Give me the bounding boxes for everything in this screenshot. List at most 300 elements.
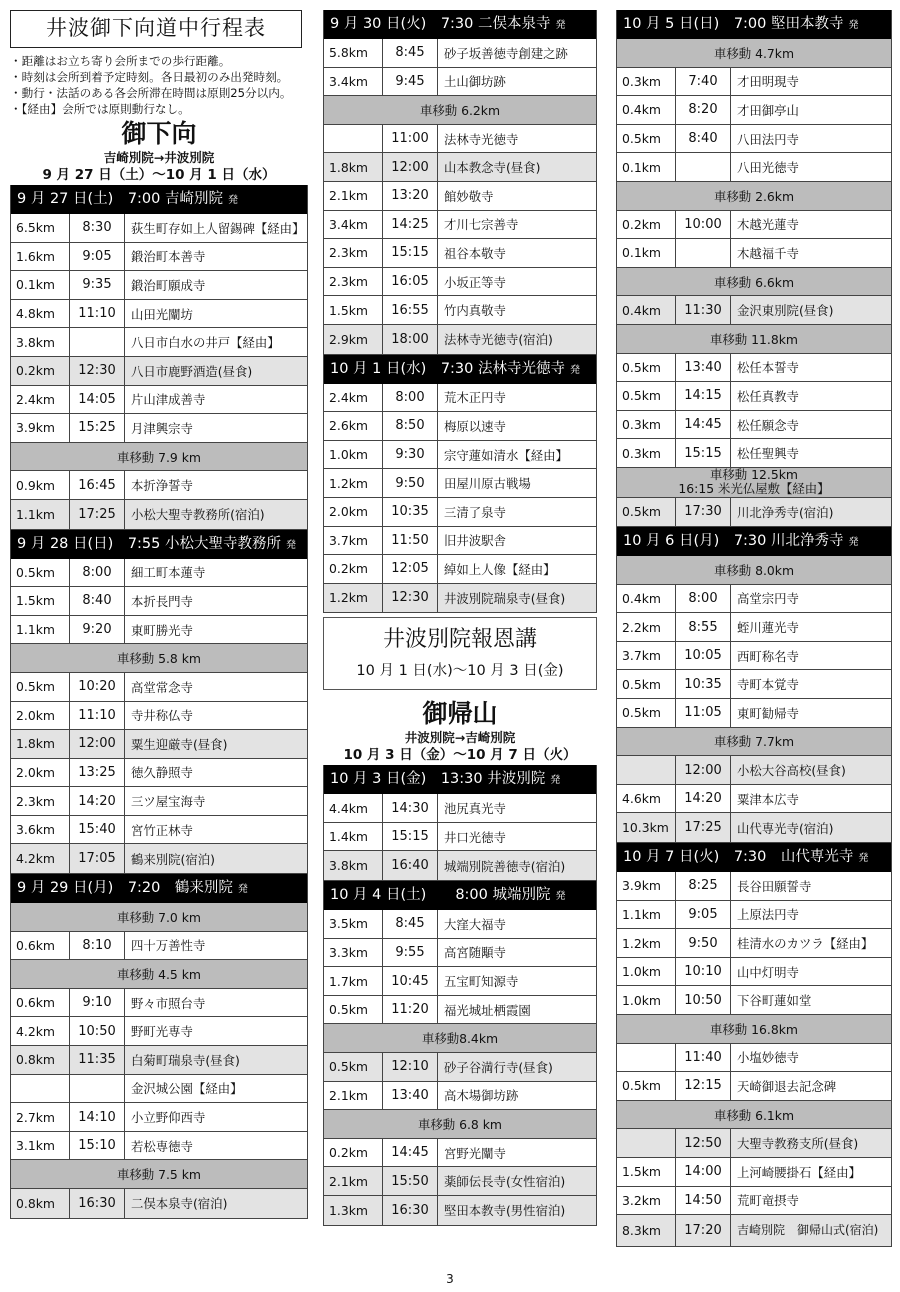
- place-cell: 東町勧帰寺: [737, 705, 799, 721]
- schedule-row: [617, 1044, 891, 1073]
- place-cell: 池尻真光寺: [444, 801, 506, 817]
- schedule-row: [324, 939, 596, 968]
- distance-cell: 0.2km: [11, 357, 70, 385]
- day-header-text: 10 月 6 日(月) 7:30 川北浄秀寺: [623, 533, 844, 550]
- distance-cell: 1.2km: [324, 469, 383, 497]
- gekou-route: 吉崎別院→井波別院: [103, 150, 215, 165]
- place-cell: 若松専徳寺: [131, 1138, 193, 1154]
- distance-cell: 3.5km: [324, 910, 383, 938]
- schedule-row: [11, 1132, 307, 1161]
- day-header-text: 9 月 27 日(土) 7:00 吉崎別院: [17, 191, 223, 207]
- distance-cell: 0.4km: [617, 585, 676, 613]
- place-cell: 長谷田願誓寺: [737, 878, 812, 894]
- schedule-row: [324, 498, 596, 527]
- schedule-row: [617, 153, 891, 182]
- time-cell: 11:05: [676, 699, 731, 727]
- distance-cell: [617, 1129, 676, 1157]
- departure-mark: 発: [228, 195, 238, 206]
- distance-cell: 0.5km: [324, 1053, 383, 1081]
- schedule-row: [324, 555, 596, 584]
- time-cell: 14:20: [676, 785, 731, 813]
- schedule-row: [11, 300, 307, 329]
- time-cell: 15:50: [383, 1167, 438, 1195]
- distance-cell: 2.6km: [324, 412, 383, 440]
- distance-cell: 4.8km: [11, 300, 70, 328]
- distance-cell: 0.8km: [11, 1189, 70, 1218]
- place-cell: 高堂宗円寺: [737, 591, 799, 607]
- distance-cell: 0.6km: [11, 932, 70, 960]
- time-cell: 10:00: [676, 211, 731, 239]
- time-cell: 12:15: [676, 1072, 731, 1100]
- time-cell: [70, 328, 125, 356]
- place-cell: 二俣本泉寺(宿泊): [131, 1196, 228, 1212]
- schedule-row: [617, 986, 891, 1015]
- distance-cell: 1.5km: [617, 1158, 676, 1186]
- departure-mark: 発: [237, 884, 248, 896]
- distance-cell: 4.2km: [11, 844, 70, 873]
- distance-cell: 2.2km: [617, 613, 676, 641]
- day-header-text: 9 月 28 日(日) 7:55 小松大聖寺教務所: [17, 535, 281, 552]
- place-cell: 城端別院善徳寺(宿泊): [444, 858, 566, 874]
- place-cell: 法林寺光徳寺: [444, 131, 519, 147]
- distance-cell: 0.3km: [617, 439, 676, 467]
- place-cell: 月津興宗寺: [131, 420, 193, 436]
- gekou-title: 御下向: [121, 119, 197, 148]
- distance-cell: 1.8km: [324, 153, 383, 181]
- time-cell: 10:35: [383, 498, 438, 526]
- place-cell: 小立野仰西寺: [131, 1110, 206, 1126]
- car-transfer-row: [617, 325, 891, 354]
- distance-cell: 0.2km: [324, 555, 383, 583]
- distance-cell: 6.5km: [11, 214, 70, 242]
- time-cell: 8:55: [676, 613, 731, 641]
- schedule-row: [324, 1196, 596, 1225]
- distance-cell: [11, 1075, 70, 1103]
- time-cell: 14:10: [70, 1103, 125, 1131]
- distance-cell: 3.2km: [617, 1187, 676, 1215]
- car-transfer-label: 車移動 6.6km: [713, 274, 795, 290]
- place-cell: 小松大谷高校(昼食): [737, 763, 846, 779]
- place-cell: 砂子谷満行寺(昼食): [444, 1059, 553, 1075]
- departure-mark: 発: [848, 20, 859, 31]
- distance-cell: 0.5km: [617, 670, 676, 698]
- schedule-row: [617, 670, 891, 699]
- place-cell: 荒町竜摂寺: [737, 1193, 799, 1209]
- distance-cell: 0.5km: [11, 673, 70, 701]
- schedule-row: [617, 382, 891, 411]
- car-transfer-row: [11, 443, 307, 472]
- car-transfer-label: 車移動 5.8 km: [117, 651, 201, 667]
- day-header: [324, 765, 596, 794]
- schedule-row: [617, 901, 891, 930]
- schedule-row: [617, 756, 891, 785]
- schedule-row: [11, 1189, 307, 1218]
- schedule-row: [11, 759, 307, 788]
- schedule-row: [617, 1158, 891, 1187]
- time-cell: 10:20: [70, 673, 125, 701]
- departure-mark: 発: [550, 775, 561, 787]
- place-cell: 四十万善性寺: [131, 938, 206, 954]
- distance-cell: [617, 756, 676, 784]
- car-transfer-row: [617, 182, 891, 211]
- distance-cell: 1.5km: [11, 587, 70, 615]
- time-cell: 16:30: [70, 1189, 125, 1218]
- schedule-row: [324, 527, 596, 556]
- note-line: ・【経由】会所では原則動行なし。: [10, 102, 190, 116]
- schedule-row: [617, 585, 891, 614]
- time-cell: 9:50: [383, 469, 438, 497]
- distance-cell: 3.8km: [11, 328, 70, 356]
- place-cell: 高宮随顒寺: [444, 945, 506, 961]
- place-cell: 大聖寺教務支所(昼食): [737, 1136, 859, 1152]
- schedule-row: [324, 125, 596, 154]
- car-transfer-label: 車移動 7.0 km: [117, 909, 201, 925]
- place-cell: 宮野光闡寺: [444, 1145, 506, 1161]
- distance-cell: 2.7km: [11, 1103, 70, 1131]
- car-transfer-label: 車移動8.4km: [421, 1031, 499, 1047]
- car-transfer-label: 車移動 2.6km: [713, 188, 795, 204]
- place-cell: 小松大聖寺教務所(宿泊): [131, 507, 265, 523]
- car-transfer-row: [324, 1110, 596, 1139]
- distance-cell: 4.6km: [617, 785, 676, 813]
- time-cell: 11:10: [70, 300, 125, 328]
- distance-cell: 1.1km: [617, 901, 676, 929]
- car-transfer-row: [11, 1160, 307, 1189]
- distance-cell: 1.1km: [11, 616, 70, 644]
- place-cell: 鶴来別院(宿泊): [131, 851, 216, 867]
- schedule-row: [11, 271, 307, 300]
- column-2: [323, 10, 597, 1226]
- schedule-row: [324, 384, 596, 413]
- time-cell: 8:20: [676, 96, 731, 124]
- kizan-title: 御帰山: [422, 699, 498, 729]
- schedule-row: [11, 214, 307, 243]
- distance-cell: 1.7km: [324, 967, 383, 995]
- time-cell: 7:40: [676, 68, 731, 96]
- schedule-row: [617, 125, 891, 154]
- time-cell: 8:50: [383, 412, 438, 440]
- schedule-row: [11, 328, 307, 357]
- note-line: ・距離はお立ち寄り会所までの歩行距離。: [10, 54, 231, 68]
- schedule-row: [324, 211, 596, 240]
- place-cell: 徳久静照寺: [131, 765, 193, 781]
- place-cell: 下谷町蓮如堂: [737, 993, 812, 1009]
- schedule-row: [324, 412, 596, 441]
- time-cell: 11:50: [383, 527, 438, 555]
- page-number: 3: [446, 1272, 454, 1286]
- time-cell: 12:10: [383, 1053, 438, 1081]
- place-cell: 土山御坊跡: [444, 74, 506, 90]
- time-cell: 10:50: [70, 1017, 125, 1045]
- distance-cell: 2.3km: [324, 239, 383, 267]
- time-cell: 9:55: [383, 939, 438, 967]
- schedule-row: [617, 411, 891, 440]
- distance-cell: 2.3km: [324, 268, 383, 296]
- time-cell: 10:35: [676, 670, 731, 698]
- schedule-row: [324, 794, 596, 823]
- day-1001: [323, 355, 597, 614]
- car-transfer-label: 車移動 16.8km: [710, 1021, 798, 1037]
- time-cell: 17:25: [70, 500, 125, 529]
- place-cell: 山中灯明寺: [737, 964, 799, 980]
- day-header: [11, 530, 307, 559]
- time-cell: 9:35: [70, 271, 125, 299]
- car-transfer-label: 車移動 7.7km: [713, 734, 795, 750]
- place-cell: 片山津成善寺: [131, 392, 206, 408]
- car-transfer-row: [617, 728, 891, 757]
- day-header: [11, 185, 307, 214]
- place-cell: 野々市照台寺: [131, 995, 206, 1011]
- day-1007: [616, 843, 892, 1247]
- schedule-row: [617, 1129, 891, 1158]
- place-cell: 三清了泉寺: [444, 504, 506, 520]
- schedule-row: [11, 616, 307, 645]
- day-0929: [10, 874, 308, 1219]
- note-line: ・動行・法話のある各会所滞在時間は原則25分以内。: [10, 86, 292, 100]
- place-cell: 桂清水のカツラ【経由】: [737, 936, 874, 952]
- schedule-row: [617, 1215, 891, 1246]
- schedule-row: [324, 851, 596, 880]
- distance-cell: 3.7km: [324, 527, 383, 555]
- time-cell: 11:20: [383, 996, 438, 1024]
- hoonko-box: [323, 617, 597, 690]
- distance-cell: 3.4km: [324, 68, 383, 96]
- time-cell: 15:15: [676, 439, 731, 467]
- time-cell: 9:10: [70, 989, 125, 1017]
- car-transfer-row: [617, 268, 891, 297]
- time-cell: 10:10: [676, 958, 731, 986]
- place-cell: 山田光闡坊: [131, 306, 193, 322]
- gekou-dates: 9 月 27 日（土）～10 月 1 日（水）: [42, 167, 276, 183]
- place-cell: 鍛治町本善寺: [131, 249, 206, 265]
- car-transfer-row: [11, 644, 307, 673]
- distance-cell: 0.5km: [617, 699, 676, 727]
- hoonko-dates: 10 月 1 日(水)～10 月 3 日(金): [356, 663, 564, 680]
- schedule-row: [617, 68, 891, 97]
- distance-cell: 1.8km: [11, 730, 70, 758]
- place-cell: 野町光専寺: [131, 1024, 193, 1040]
- distance-cell: 3.8km: [324, 851, 383, 880]
- document-title: 井波御下向道中行程表: [10, 10, 302, 48]
- schedule-row: [617, 1187, 891, 1216]
- place-cell: 八日市白水の井戸【経由】: [131, 335, 280, 351]
- place-cell: 井波別院瑞泉寺(昼食): [444, 590, 566, 606]
- schedule-row: [617, 872, 891, 901]
- place-cell: 高堂常念寺: [131, 679, 193, 695]
- distance-cell: 4.2km: [11, 1017, 70, 1045]
- car-transfer-label: 車移動 8.0km: [713, 562, 795, 578]
- distance-cell: 1.5km: [324, 296, 383, 324]
- day-1003: [323, 765, 597, 881]
- schedule-row: [617, 211, 891, 240]
- schedule-row: [11, 587, 307, 616]
- time-cell: 14:20: [70, 787, 125, 815]
- schedule-row: [617, 929, 891, 958]
- schedule-row: [11, 1017, 307, 1046]
- time-cell: 11:35: [70, 1046, 125, 1074]
- distance-cell: 1.0km: [617, 958, 676, 986]
- distance-cell: 0.6km: [11, 989, 70, 1017]
- schedule-row: [324, 182, 596, 211]
- time-cell: 10:50: [676, 986, 731, 1014]
- place-cell: 井口光徳寺: [444, 829, 506, 845]
- distance-cell: 1.6km: [11, 243, 70, 271]
- time-cell: 12:05: [383, 555, 438, 583]
- place-cell: 大窪大福寺: [444, 916, 506, 932]
- distance-cell: 0.5km: [11, 559, 70, 587]
- place-cell: 松任本誓寺: [737, 360, 799, 376]
- schedule-row: [324, 39, 596, 68]
- car-transfer-row: [617, 468, 891, 498]
- distance-cell: 1.4km: [324, 823, 383, 851]
- schedule-row: [324, 469, 596, 498]
- car-transfer-row: [617, 39, 891, 68]
- distance-cell: 2.9km: [324, 325, 383, 354]
- place-cell: 蛭川蓮光寺: [737, 620, 799, 636]
- time-cell: 8:40: [676, 125, 731, 153]
- distance-cell: 0.5km: [617, 125, 676, 153]
- departure-mark: 発: [555, 20, 566, 31]
- place-cell: 鍛治町願成寺: [131, 277, 206, 293]
- schedule-row: [11, 386, 307, 415]
- day-1004: [323, 881, 597, 1226]
- distance-cell: 3.6km: [11, 816, 70, 844]
- schedule-row: [11, 989, 307, 1018]
- schedule-row: [617, 1072, 891, 1101]
- place-cell: 五宝町知源寺: [444, 974, 519, 990]
- place-cell: 寺井称仏寺: [131, 708, 193, 724]
- time-cell: 9:20: [70, 616, 125, 644]
- schedule-row: [11, 500, 307, 529]
- place-cell: 木越福千寺: [737, 245, 799, 261]
- departure-mark: 発: [848, 537, 859, 549]
- distance-cell: 0.2km: [324, 1139, 383, 1167]
- distance-cell: 1.0km: [617, 986, 676, 1014]
- time-cell: 8:40: [70, 587, 125, 615]
- place-cell: 高木場御坊跡: [444, 1088, 519, 1104]
- distance-cell: 3.3km: [324, 939, 383, 967]
- place-cell: 福光城址栖霞園: [444, 1002, 531, 1018]
- car-transfer-row: [617, 1101, 891, 1130]
- place-cell: 宮竹正林寺: [131, 822, 193, 838]
- distance-cell: 2.1km: [324, 182, 383, 210]
- time-cell: 12:30: [383, 584, 438, 613]
- place-cell: 吉崎別院 御帰山式(宿泊): [737, 1223, 879, 1238]
- schedule-row: [617, 613, 891, 642]
- day-header-text: 10 月 4 日(土) 8:00 城端別院: [330, 887, 551, 904]
- time-cell: 8:00: [676, 585, 731, 613]
- place-cell: 西町称名寺: [737, 648, 799, 664]
- time-cell: 14:05: [70, 386, 125, 414]
- time-cell: 16:45: [70, 471, 125, 499]
- time-cell: 13:40: [676, 354, 731, 382]
- schedule-row: [617, 699, 891, 728]
- car-transfer-label: 車移動 7.5 km: [117, 1167, 201, 1183]
- time-cell: 9:45: [383, 68, 438, 96]
- schedule-row: [324, 1053, 596, 1082]
- time-cell: 8:45: [383, 39, 438, 67]
- schedule-row: [11, 702, 307, 731]
- day-header: [324, 881, 596, 910]
- time-cell: 16:30: [383, 1196, 438, 1225]
- place-cell: 金沢城公園【経由】: [131, 1081, 243, 1097]
- car-transfer-label: 車移動 6.2km: [419, 102, 501, 118]
- car-transfer-label: 車移動 11.8km: [710, 331, 798, 347]
- place-cell: 粟生迎厳寺(昼食): [131, 736, 228, 752]
- distance-cell: 2.4km: [11, 386, 70, 414]
- schedule-row: [11, 787, 307, 816]
- time-cell: 17:25: [676, 813, 731, 842]
- place-cell: 金沢東別院(昼食): [737, 303, 834, 319]
- time-cell: 12:00: [383, 153, 438, 181]
- car-transfer-waypoint: 16:15 米光仏屋敷【経由】: [678, 481, 830, 497]
- time-cell: 9:50: [676, 929, 731, 957]
- schedule-row: [617, 642, 891, 671]
- notes: [10, 53, 308, 117]
- distance-cell: 0.9km: [11, 471, 70, 499]
- car-transfer-label: 車移動 12.5km: [710, 467, 798, 483]
- place-cell: 東町勝光寺: [131, 622, 193, 638]
- schedule-row: [617, 439, 891, 468]
- schedule-row: [324, 239, 596, 268]
- place-cell: 小塩妙徳寺: [737, 1050, 799, 1066]
- place-cell: 堅田本教寺(男性宿泊): [444, 1203, 566, 1219]
- place-cell: 砂子坂善徳寺創建之跡: [444, 45, 568, 61]
- day-header-text: 9 月 30 日(火) 7:30 二俣本泉寺: [330, 16, 551, 32]
- place-cell: 旧井波駅舎: [444, 533, 506, 549]
- distance-cell: 0.1km: [617, 239, 676, 267]
- column-3: [616, 10, 892, 1247]
- place-cell: 八田光徳寺: [737, 160, 799, 176]
- departure-mark: 発: [858, 853, 869, 865]
- time-cell: 15:15: [383, 823, 438, 851]
- time-cell: 11:10: [70, 702, 125, 730]
- car-transfer-row: [324, 96, 596, 125]
- day-header-text: 9 月 29 日(月) 7:20 鶴来別院: [17, 880, 233, 897]
- distance-cell: 3.1km: [11, 1132, 70, 1160]
- place-cell: 細工町本蓮寺: [131, 565, 206, 581]
- distance-cell: 0.5km: [617, 1072, 676, 1100]
- distance-cell: 2.0km: [324, 498, 383, 526]
- time-cell: [676, 153, 731, 181]
- time-cell: 9:30: [383, 441, 438, 469]
- place-cell: 三ツ屋宝海寺: [131, 794, 206, 810]
- place-cell: 松任願念寺: [737, 417, 799, 433]
- distance-cell: 1.2km: [617, 929, 676, 957]
- schedule-row: [617, 354, 891, 383]
- schedule-row: [11, 932, 307, 961]
- time-cell: 8:45: [383, 910, 438, 938]
- car-transfer-row: [617, 556, 891, 585]
- kizan-route: 井波別院→吉崎別院: [404, 730, 516, 746]
- schedule-row: [11, 816, 307, 845]
- time-cell: 13:40: [383, 1082, 438, 1110]
- distance-cell: 10.3km: [617, 813, 676, 842]
- distance-cell: 3.9km: [11, 414, 70, 442]
- distance-cell: 0.1km: [617, 153, 676, 181]
- distance-cell: 3.4km: [324, 211, 383, 239]
- day-1005: [616, 10, 892, 527]
- time-cell: 8:00: [70, 559, 125, 587]
- time-cell: [70, 1075, 125, 1103]
- time-cell: 16:05: [383, 268, 438, 296]
- time-cell: 11:00: [383, 125, 438, 153]
- place-cell: 山本教念寺(昼食): [444, 160, 541, 176]
- time-cell: 12:00: [70, 730, 125, 758]
- departure-mark: 発: [570, 364, 580, 376]
- time-cell: 17:20: [676, 1215, 731, 1246]
- place-cell: 山代専光寺(宿泊): [737, 820, 834, 836]
